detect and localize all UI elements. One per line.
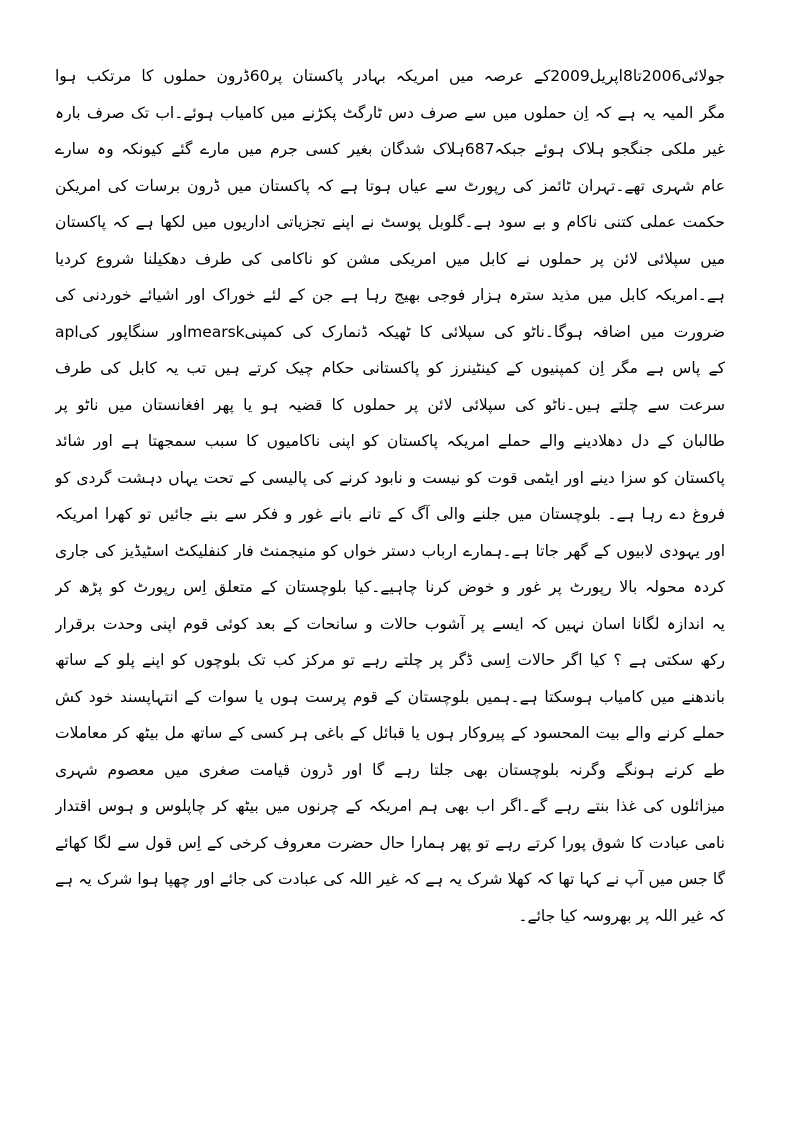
text-line: حملے کرنے والے بیت المحسود کے پیروکار ہوں یا قبائل کے باغی ہر کسی کے ساتھ مل بیٹھ کر معاملات	[55, 724, 725, 742]
text-line: طالبان کے دل دھلادینے والے حملے امریکہ پاکستان کو اپنی ناکامیوں کا سبب سمجھتا ہے اور شائد	[55, 432, 725, 450]
text-line: کے پاس ہے مگر اِن کمپنیوں کے کینٹینرز کو پاکستانی حکام چیک کرتے ہیں تب یہ کابل کی طرف	[55, 359, 725, 377]
text-line: میزائلوں کی غذا بنتے رہے گے۔اگر اب بھی ہم امریکہ کے چرنوں میں بیٹھ کر چاپلوس و ہوس اقتدار	[55, 797, 725, 815]
text-line: ضرورت میں اضافہ ہوگا۔ناٹو کی سپلائی کا ٹھیکہ ڈنمارک کی کمپنیmearskاور سنگاپور کیapl	[55, 322, 725, 341]
text-line: اور یہودی لابیوں کے گھر جاتا ہے۔ہمارے ارباب دستر خواں کو منیجمنٹ فار کنفلیکٹ اسٹیڈیز کی جاری	[55, 541, 725, 560]
text-line: فروغ دے رہا ہے۔ بلوچستان میں جلنے والی آگ کے تانے بانے غور و فکر سے بنے جائیں تو کھرا امریکہ	[55, 505, 725, 523]
text-line: گا جس میں آپ نے کہا تھا کہ کھلا شرک یہ ہے کہ غیر اللہ کی عبادت کی جائے اور چھپا ہوا شرک یہ ہے	[55, 870, 725, 888]
text-line: عام شہری تھے۔تہران ٹائمز کی رپورٹ سے عیاں ہوتا ہے کہ پاکستان میں ڈرون برسات کی امریکن	[55, 176, 725, 195]
text-line: رکھ سکتی ہے ؟ کیا اگر حالات اِسی ڈگر پر چلتے رہے تو مرکز کب تک بلوچوں کو اپنے پلو کے ساتھ	[55, 651, 725, 669]
text-line: ہے۔امریکہ کابل میں مذید سترہ ہزار فوجی بھیج رہا ہے جن کے لئے خوراک اور اشیائے خوردنی کی	[55, 286, 725, 304]
text-line: کردہ محولہ بالا رپورٹ پر غور و خوض کرنا چاہیے۔کیا بلوچستان کے متعلق اِس رپورٹ کو پڑھ کر	[55, 578, 725, 596]
text-line-last: کہ غیر اللہ پر بھروسہ کیا جائے۔	[518, 906, 725, 925]
text-line: باندھنے میں کامیاب ہوسکتا ہے۔ہمیں بلوچستان کے قوم پرست ہوں یا سوات کے انتہاپسند خود کش	[55, 687, 725, 706]
text-line: جولائی2006تا8اپریل2009کے عرصہ میں امریکہ بہادر پاکستان پر60ڈرون حملوں کا مرتکب ہوا	[55, 67, 725, 85]
text-line: طے کرنے ہونگے وگرنہ بلوچستان بھی جلتا رہے گا اور ڈرون قیامت صغری میں معصوم شہری	[55, 760, 725, 779]
text-line: نامی عبادت کا شوق پورا کرتے رہے تو پھر ہمارا حال حضرت معروف کرخی کے اِس قول سے لگا کھائے	[55, 833, 725, 852]
text-line: غیر ملکی جنگجو ہلاک ہوئے جبکہ687ہلاک شدگان بغیر کسی جرم میں مارے گئے کیونکہ وہ سارے	[55, 140, 725, 158]
text-line: سرعت سے چلتے ہیں۔ناٹو کی سپلائی لائن پر حملوں کا قضیہ ہو یا پھر افغانستان میں ناٹو پر	[55, 395, 725, 414]
text-line: پاکستان کو سزا دینے اور ایٹمی قوت کو نیست و نابود کرنے کی پالیسی کے تحت یہاں دہشت گردی کو	[55, 468, 725, 487]
article-body	[55, 58, 725, 934]
text-line: میں سپلائی لائن پر حملوں نے کابل میں امریکی مشن کو ناکامی کی طرف دھکیلنا شروع کردیا	[55, 249, 725, 268]
text-line: حکمت عملی کتنی ناکام و بے سود ہے۔گلوبل پوسٹ نے اپنے تجزیاتی اداریوں میں لکھا ہے کہ پاکستان	[55, 213, 725, 231]
text-line: یہ اندازہ لگانا اسان نہیں کہ ایسے پر آشوب حالات و سانحات کے بعد کوئی قوم اپنی وحدت برقرار	[55, 614, 725, 633]
text-line: مگر المیہ یہ ہے کہ اِن حملوں میں سے صرف دس ٹارگٹ پکڑنے میں کامیاب ہوئے۔اب تک صرف بارہ	[55, 103, 725, 122]
